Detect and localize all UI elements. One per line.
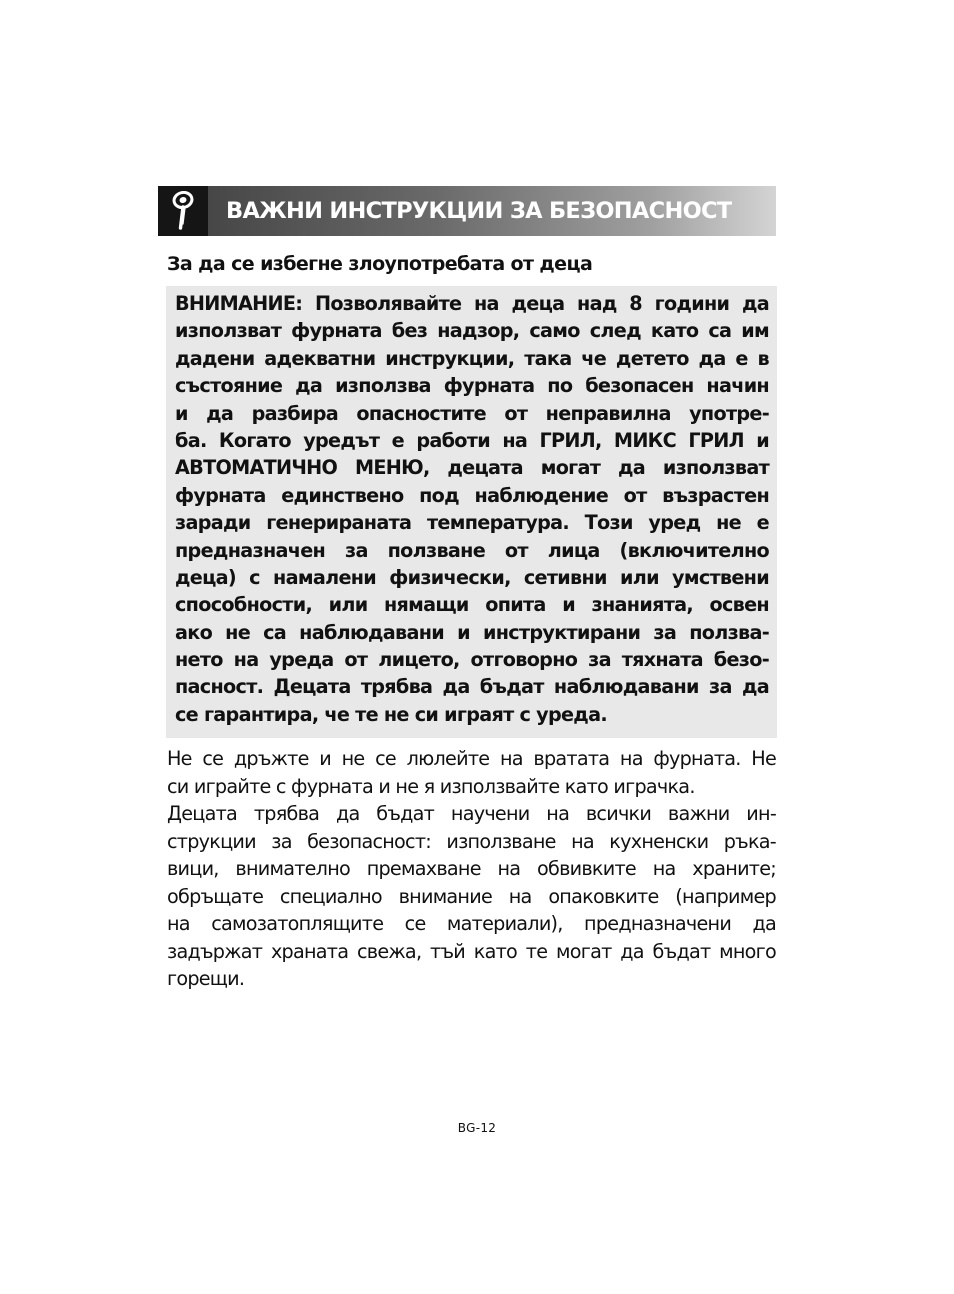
warning-line: нето на уреда от лицето, отговорно за тяхната безо-	[175, 648, 769, 672]
paragraph-door-warning	[167, 745, 776, 800]
warning-line: използват фурната без надзор, само след като са им	[175, 319, 769, 343]
body-line: си играйте с фурната и не я използвайте като играчка.	[167, 774, 695, 798]
warning-line: фурната единствено под наблюдение от възрастен	[175, 483, 769, 507]
warning-line: ВНИМАНИЕ: Позволявайте на деца над 8 години да	[175, 292, 769, 315]
warning-line: дадени адекватни инструкции, така че детето да е в	[175, 346, 769, 370]
body-line: Не се дръжте и не се люлейте на вратата на фурната. Не	[167, 747, 776, 770]
warning-line: АВТОМАТИЧНО МЕНЮ, децата могат да използват	[175, 456, 769, 480]
body-line: обръщате специално внимание на опаковките (например	[167, 884, 776, 908]
warning-line: състояние да използва фурната по безопасен начин	[175, 374, 769, 398]
body-line: вици, внимателно премахване на обвивките на храните;	[167, 857, 776, 880]
paragraph-child-instructions	[167, 800, 776, 993]
warning-line: способности, или нямащи опита и знанията, освен	[175, 593, 769, 617]
section-header	[158, 186, 776, 236]
body-line: на самозатоплящите се материали), предназначени да	[167, 912, 776, 935]
warning-line: ако не са наблюдавани и инструктирани за ползва-	[175, 620, 769, 644]
warning-line: и да разбира опасностите от неправилна употре-	[175, 401, 769, 425]
body-line: горещи.	[167, 967, 245, 990]
warning-line: пасност. Децата трябва да бъдат наблюдавани за да	[175, 675, 769, 699]
body-line: задържат храната свежа, тъй като те могат да бъдат много	[167, 939, 776, 963]
warning-line: предназначен за ползване от лица (включително	[175, 538, 769, 562]
body-line: струкции за безопасност: използване на кухненски ръка-	[167, 829, 776, 853]
warning-line: се гарантира, че те не си играят с уреда.	[175, 702, 607, 726]
body-line: Децата трябва да бъдат научени на всички важни ин-	[167, 802, 776, 825]
section-header-title: ВАЖНИ ИНСТРУКЦИИ ЗА БЕЗОПАСНОСТ	[226, 198, 732, 224]
warning-box	[166, 286, 777, 738]
page-number: BG-12	[457, 1121, 497, 1135]
pin-icon	[158, 186, 208, 236]
warning-line: деца) с намалени физически, сетивни или умствени	[175, 565, 769, 589]
body-text	[167, 745, 776, 993]
warning-line: заради генерираната температура. Този уред не е	[175, 511, 769, 535]
section-title: За да се избегне злоупотребата от деца	[167, 253, 593, 275]
warning-line: ба. Когато уредът е работи на ГРИЛ, МИКС ГРИЛ и	[175, 428, 769, 452]
